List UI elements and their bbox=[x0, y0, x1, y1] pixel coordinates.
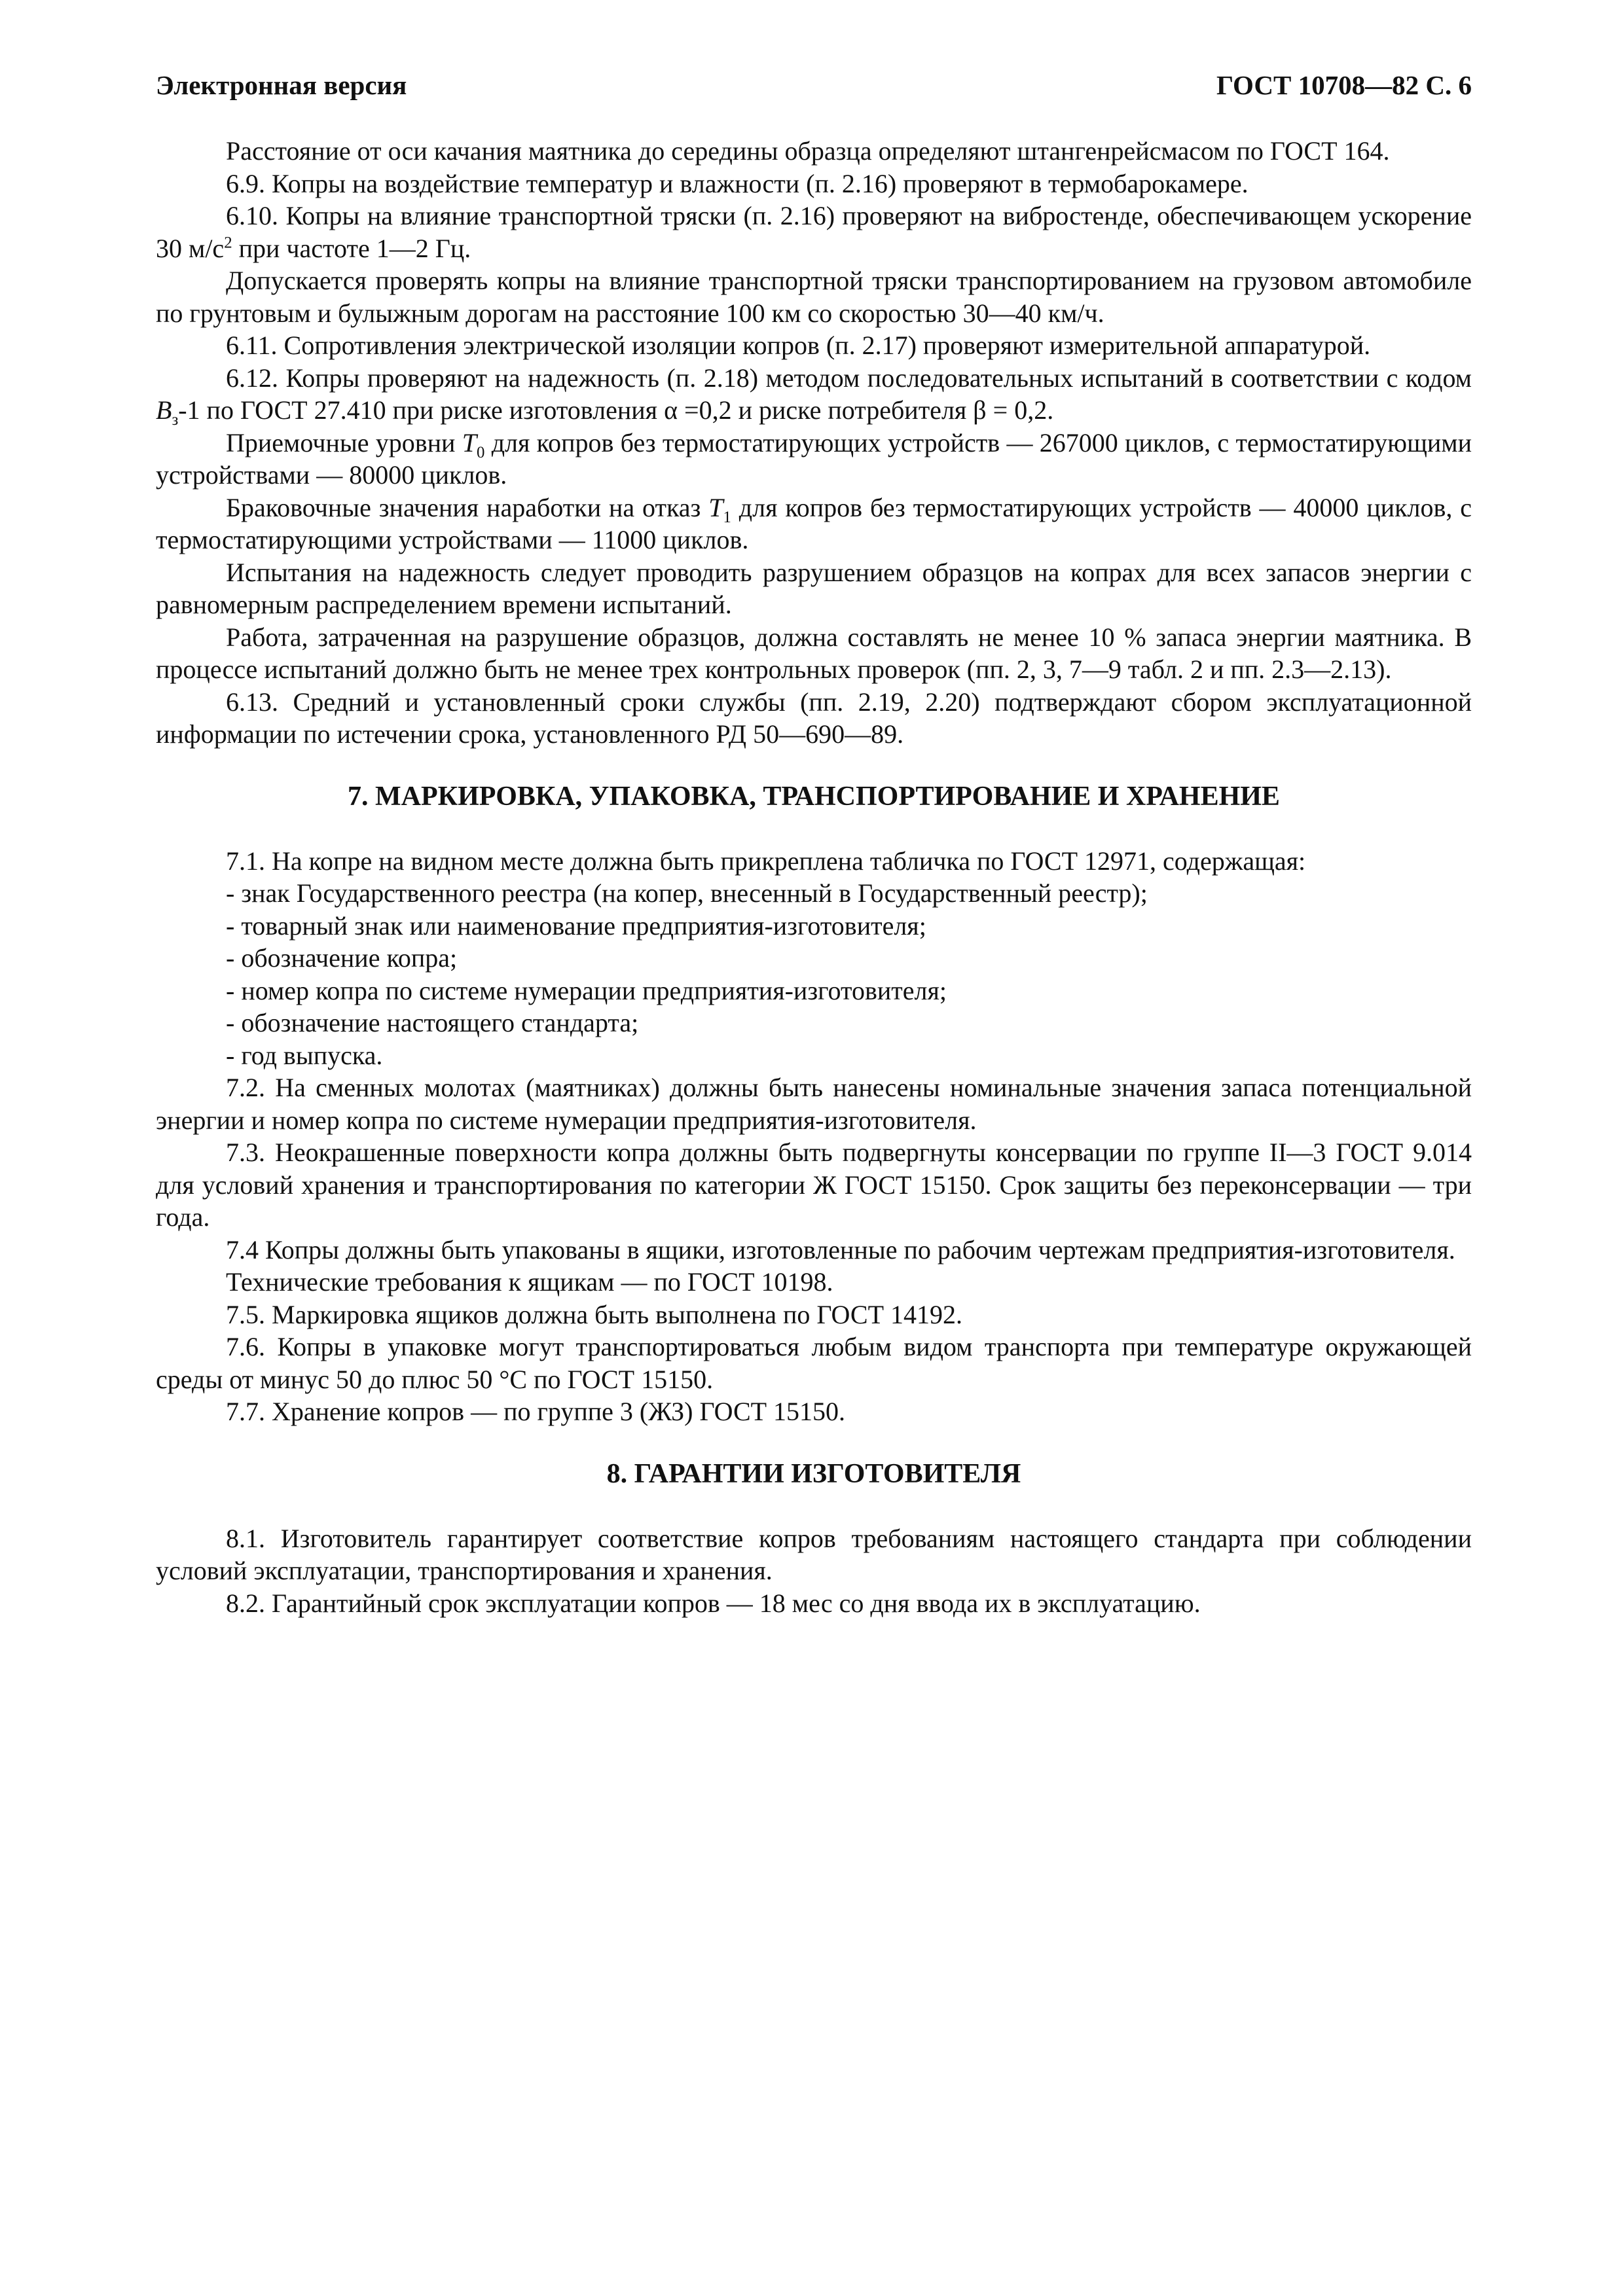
paragraph: Допускается проверять копры на влияние транспортной тряски транспортированием на грузовом автомобиле по грунтовым и булыжным дорогам на расстояние 100 км со скоростью 30—40 км/ч. bbox=[156, 266, 1472, 328]
paragraph: 7.1. На копре на видном месте должна быть прикреплена табличка по ГОСТ 12971, содержащая: bbox=[226, 846, 1306, 876]
header-left: Электронная версия bbox=[156, 70, 407, 100]
paragraph: 6.11. Сопротивления электрической изоляции копров (п. 2.17) проверяют измерительной аппаратурой. bbox=[226, 331, 1371, 360]
paragraph: Технические требования к ящикам — по ГОСТ 10198. bbox=[226, 1267, 833, 1297]
paragraph: Приемочные уровни $T_0$ для копров без термостатирующих устройств — 267000 циклов, с термостатирующими устройствами — 80000 циклов. bbox=[156, 427, 1472, 490]
header-right: ГОСТ 10708—82 С. 6 bbox=[1216, 70, 1472, 100]
paragraph: 7.5. Маркировка ящиков должна быть выполнена по ГОСТ 14192. bbox=[226, 1299, 962, 1329]
section-heading: 7. МАРКИРОВКА, УПАКОВКА, ТРАНСПОРТИРОВАНИЕ И ХРАНЕНИЕ bbox=[348, 781, 1280, 812]
paragraph: 7.6. Копры в упаковке могут транспортироваться любым видом транспорта при температуре окружающей среды от минус 50 до плюс 50 °С по ГОСТ 15150. bbox=[156, 1332, 1472, 1394]
list-item: - номер копра по системе нумерации предприятия-изготовителя; bbox=[226, 975, 947, 1005]
list-item: - знак Государственного реестра (на копер, внесенный в Государственный реестр); bbox=[226, 878, 1148, 908]
paragraph: Испытания на надежность следует проводить разрушением образцов на копрах для всех запасов энергии с равномерным распределением времени испытаний. bbox=[156, 557, 1472, 619]
paragraph: 7.2. На сменных молотах (маятниках) должны быть нанесены номинальные значения запаса потенциальной энергии и номер копра по системе нумерации предприятия-изготовителя. bbox=[156, 1073, 1472, 1135]
list-item: - обозначение копра; bbox=[226, 943, 458, 973]
document-body bbox=[156, 135, 1472, 1619]
paragraph: Браковочные значения наработки на отказ $T_1$ для копров без термостатирующих устройств — 40000 циклов, с термостатирующими устройствами — 11000 циклов. bbox=[156, 492, 1472, 554]
document-page bbox=[156, 65, 1472, 1619]
paragraph: 7.3. Неокрашенные поверхности копра должны быть подвергнуты консервации по группе II—3 ГОСТ 9.014 для условий хранения и транспортирования по категории Ж ГОСТ 15150. Срок защиты без переконсервации — три года. bbox=[156, 1138, 1472, 1232]
paragraph: Работа, затраченная на разрушение образцов, должна составлять не менее 10 % запаса энергии маятника. В процессе испытаний должно быть не менее трех контрольных проверок (пп. 2, 3, 7—9 табл. 2 и пп. 2.3—2.13). bbox=[156, 622, 1472, 684]
list-item: - товарный знак или наименование предприятия-изготовителя; bbox=[226, 910, 926, 941]
paragraph: 6.13. Средний и установленный сроки службы (пп. 2.19, 2.20) подтверждают сбором эксплуатационной информации по истечении срока, установленного РД 50—690—89. bbox=[156, 687, 1472, 749]
paragraph: 7.7. Хранение копров — по группе 3 (ЖЗ) ГОСТ 15150. bbox=[226, 1397, 846, 1426]
list-item: - год выпуска. bbox=[226, 1040, 383, 1070]
paragraph: 6.10. Копры на влияние транспортной тряски (п. 2.16) проверяют на вибростенде, обеспечивающем ускорение 30 $м/с^2$ при частоте 1—2 Гц. bbox=[156, 201, 1472, 263]
list-item: - обозначение настоящего стандарта; bbox=[226, 1008, 639, 1037]
paragraph: Расстояние от оси качания маятника до середины образца определяют штангенрейсмасом по ГОСТ 164. bbox=[226, 136, 1390, 166]
page-header bbox=[156, 65, 1472, 105]
paragraph: 7.4 Копры должны быть упакованы в ящики, изготовленные по рабочим чертежам предприятия-изготовителя. bbox=[226, 1234, 1455, 1265]
paragraph: 8.2. Гарантийный срок эксплуатации копров — 18 мес со дня ввода их в эксплуатацию. bbox=[226, 1588, 1201, 1618]
section-heading: 8. ГАРАНТИИ ИЗГОТОВИТЕЛЯ bbox=[606, 1458, 1021, 1489]
paragraph: 8.1. Изготовитель гарантирует соответствие копров требованиям настоящего стандарта при соблюдении условий эксплуатации, транспортирования и хранения. bbox=[156, 1523, 1472, 1585]
paragraph: 6.12. Копры проверяют на надежность (п. 2.18) методом последовательных испытаний в соответствии с кодом $B_з-1$ по ГОСТ 27.410 при риске изготовления α =0,2 и риске потребителя β = 0,2. bbox=[156, 363, 1472, 429]
paragraph: 6.9. Копры на воздействие температур и влажности (п. 2.16) проверяют в термобарокамере. bbox=[226, 168, 1249, 198]
